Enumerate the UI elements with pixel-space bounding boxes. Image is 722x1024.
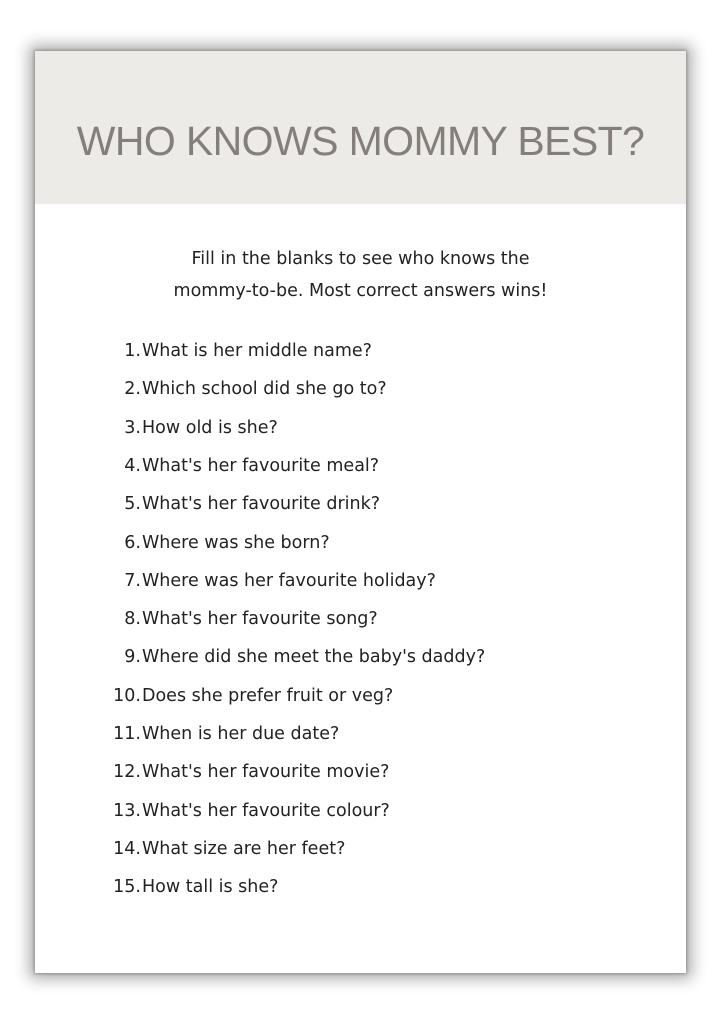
- question-text: Which school did she go to?: [142, 379, 387, 400]
- question-text: Does she prefer fruit or veg?: [142, 685, 394, 706]
- question-number: 8.: [124, 609, 141, 630]
- question-number: 6.: [124, 532, 141, 553]
- instructions: [35, 243, 686, 307]
- question-text: What size are her feet?: [142, 838, 346, 859]
- question-number: 15.: [113, 877, 141, 898]
- question-number: 2.: [124, 379, 141, 400]
- question-number: 1.: [124, 341, 141, 361]
- question-number: 9.: [124, 647, 141, 668]
- question-number: 7.: [124, 570, 141, 591]
- question-text: How tall is she?: [142, 877, 279, 898]
- question-text: Where did she meet the baby's daddy?: [142, 647, 486, 668]
- question-text: What's her favourite meal?: [142, 455, 380, 476]
- question-text: What's her favourite song?: [142, 609, 378, 630]
- page-title: WHO KNOWS MOMMY BEST?: [76, 118, 645, 164]
- question-number: 12.: [113, 762, 141, 783]
- question-number: 4.: [124, 455, 141, 476]
- question-number: 13.: [113, 800, 141, 821]
- question-text: When is her due date?: [142, 724, 340, 744]
- game-card: [35, 51, 686, 973]
- question-text: Where was she born?: [142, 532, 330, 553]
- question-number: 5.: [124, 494, 141, 515]
- header-band: [35, 51, 686, 204]
- question-number: 10.: [113, 685, 141, 706]
- question-number: 3.: [124, 417, 141, 438]
- question-number: 11.: [113, 724, 141, 744]
- question-text: What's her favourite colour?: [142, 800, 390, 821]
- question-text: What's her favourite drink?: [142, 494, 381, 515]
- question-text: What is her middle name?: [142, 341, 372, 361]
- question-text: How old is she?: [142, 417, 278, 438]
- instructions-line-2: mommy-to-be. Most correct answers wins!: [173, 281, 548, 301]
- question-number: 14.: [113, 838, 141, 859]
- question-text: What's her favourite movie?: [142, 762, 390, 783]
- question-text: Where was her favourite holiday?: [142, 570, 436, 591]
- instructions-line-1: Fill in the blanks to see who knows the: [191, 249, 530, 269]
